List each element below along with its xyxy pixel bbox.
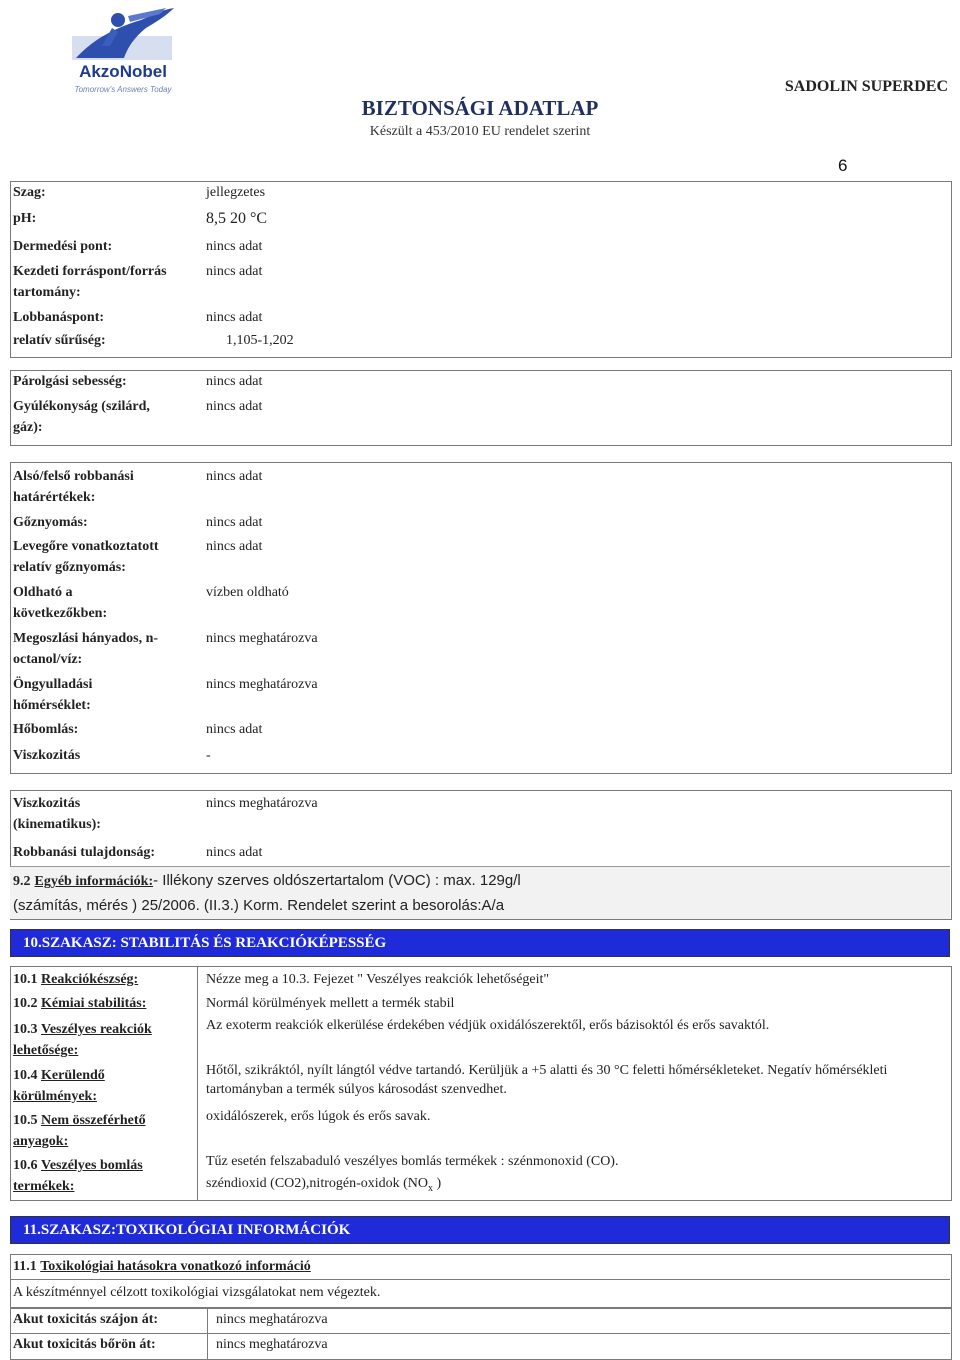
tox-link[interactable]: Toxikológiai hatásokra vonatkozó információ bbox=[40, 1259, 311, 1274]
other-info-link[interactable]: Egyéb információk: bbox=[34, 874, 154, 889]
stability-item-10-1-label bbox=[13, 970, 193, 991]
tox-row-label: Akut toxicitás szájon át: bbox=[13, 1312, 159, 1327]
property-value: 8,5 20 °C bbox=[206, 210, 268, 227]
property-value: nincs meghatározva bbox=[206, 796, 318, 811]
property-value: - bbox=[206, 748, 211, 763]
other-info-text-line1: - Illékony szerves oldószertartalom (VOC) : max. 129g/l bbox=[153, 872, 521, 889]
property-value: jellegzetes bbox=[206, 185, 266, 200]
tox-row-value: nincs meghatározva bbox=[216, 1312, 328, 1327]
property-label: Levegőre vonatkoztatott relatív gőznyomás: bbox=[13, 539, 159, 575]
item-link[interactable]: Nem összeférhető anyagok: bbox=[13, 1113, 146, 1149]
property-label: Gyúlékonyság (szilárd, gáz): bbox=[13, 399, 150, 435]
property-label: Viszkozitás bbox=[13, 748, 81, 763]
property-label: pH: bbox=[13, 211, 37, 226]
property-value: nincs adat bbox=[206, 539, 263, 554]
product-name: SADOLIN SUPERDEC bbox=[784, 78, 948, 95]
property-label: Öngyulladási hőmérséklet: bbox=[13, 677, 93, 713]
property-value: nincs meghatározva bbox=[206, 631, 318, 646]
stability-item-10-4-label bbox=[13, 1066, 153, 1107]
stability-item-10-5-value: oxidálószerek, erős lúgok és erős savak. bbox=[206, 1109, 431, 1124]
logo-brand: AkzoNobel bbox=[79, 62, 167, 81]
logo-tagline: Tomorrow's Answers Today bbox=[74, 85, 172, 94]
property-label: Viszkozitás (kinematikus): bbox=[13, 796, 101, 832]
item-link[interactable]: Kémiai stabilitás: bbox=[41, 996, 147, 1011]
value-text-end: ) bbox=[433, 1176, 442, 1191]
tox-subheader bbox=[13, 1257, 913, 1278]
section-10-header: 10.SZAKASZ: STABILITÁS ÉS REAKCIÓKÉPESSÉG bbox=[10, 929, 950, 957]
property-label: Megoszlási hányados, n-octanol/víz: bbox=[13, 631, 159, 667]
page-number: 6 bbox=[838, 156, 848, 175]
value-text: széndioxid (CO2),nitrogén-oxidok (NO bbox=[206, 1176, 429, 1191]
property-value: nincs adat bbox=[206, 469, 263, 484]
item-number: 10.6 bbox=[13, 1158, 38, 1173]
logo-figure-icon bbox=[66, 6, 180, 62]
item-link[interactable]: Veszélyes bomlás termékek: bbox=[13, 1158, 143, 1194]
tox-row-label: Akut toxicitás bőrön át: bbox=[13, 1337, 156, 1352]
stability-item-10-6-label bbox=[13, 1156, 173, 1197]
item-link[interactable]: Kerülendő körülmények: bbox=[13, 1068, 105, 1104]
property-value: 1,105-1,202 bbox=[226, 333, 294, 348]
item-number: 10.5 bbox=[13, 1113, 38, 1128]
stability-item-10-5-label bbox=[13, 1111, 173, 1152]
stability-item-10-6-value: Tűz esetén felszabaduló veszélyes bomlás termékek : szénmonoxid (CO). bbox=[206, 1154, 619, 1169]
item-link[interactable]: Reakciókészség: bbox=[41, 972, 139, 987]
stability-item-10-1-value: Nézze meg a 10.3. Fejezet " Veszélyes reakciók lehetőségeit" bbox=[206, 972, 550, 987]
property-label: Gőznyomás: bbox=[13, 515, 88, 530]
stability-item-10-3-label bbox=[13, 1020, 183, 1061]
property-label: relatív sűrűség: bbox=[13, 333, 106, 348]
document-subtitle: Készült a 453/2010 EU rendelet szerint bbox=[369, 124, 591, 139]
property-value: nincs adat bbox=[206, 845, 263, 860]
property-value: nincs adat bbox=[206, 310, 263, 325]
property-label: Kezdeti forráspont/forrás tartomány: bbox=[13, 264, 167, 300]
property-value: nincs adat bbox=[206, 515, 263, 530]
property-value: nincs adat bbox=[206, 239, 263, 254]
property-label: Párolgási sebesség: bbox=[13, 374, 127, 389]
other-info bbox=[13, 869, 943, 918]
item-number: 10.1 bbox=[13, 972, 38, 987]
document-title: BIZTONSÁGI ADATLAP bbox=[361, 96, 599, 120]
property-value: nincs adat bbox=[206, 722, 263, 737]
item-number: 10.4 bbox=[13, 1068, 38, 1083]
value-subscript: x bbox=[428, 1182, 434, 1194]
property-label: Szag: bbox=[13, 185, 46, 200]
property-value: nincs meghatározva bbox=[206, 677, 318, 692]
divider bbox=[10, 1279, 950, 1280]
stability-item-10-2-value: Normál körülmények mellett a termék stabil bbox=[206, 996, 455, 1011]
item-number: 10.3 bbox=[13, 1022, 38, 1037]
other-info-text-line2: (számítás, mérés ) 25/2006. (II.3.) Korm. Rendelet szerint a besorolás:A/a bbox=[13, 897, 505, 914]
property-label: Hőbomlás: bbox=[13, 722, 79, 737]
section-11-header: 11.SZAKASZ:TOXIKOLÓGIAI INFORMÁCIÓK bbox=[10, 1216, 950, 1244]
tox-row-value: nincs meghatározva bbox=[216, 1337, 328, 1352]
property-value: nincs adat bbox=[206, 264, 263, 279]
property-value: nincs adat bbox=[206, 374, 263, 389]
property-label: Alsó/felső robbanási határértékek: bbox=[13, 469, 134, 505]
stability-item-10-3-value: Az exoterm reakciók elkerülése érdekében védjük oxidálószerektől, erős bázisoktól és erős savaktól. bbox=[206, 1018, 770, 1033]
other-info-number: 9.2 bbox=[13, 874, 31, 889]
property-value: vízben oldható bbox=[206, 585, 289, 600]
item-link[interactable]: Veszélyes reakciók lehetősége: bbox=[13, 1022, 152, 1058]
divider bbox=[10, 1333, 950, 1334]
akzonobel-logo bbox=[58, 6, 188, 92]
stability-item-10-6-value-2 bbox=[206, 1174, 946, 1199]
stability-item-10-4-value: Hőtől, szikráktól, nyílt lángtól védve tartandó. Kerüljük a +5 alatti és 30 °C feletti hőmérsékleteket. Negatív hőmérsékleti tartományban a termék súlyos károsodást szenvedhet. bbox=[206, 1063, 888, 1097]
property-label: Lobbanáspont: bbox=[13, 310, 105, 325]
property-value: nincs adat bbox=[206, 399, 263, 414]
tox-number: 11.1 bbox=[13, 1259, 37, 1274]
property-label: Oldható a következőkben: bbox=[13, 585, 108, 621]
item-number: 10.2 bbox=[13, 996, 38, 1011]
property-label: Dermedési pont: bbox=[13, 239, 113, 254]
tox-note: A készítménnyel célzott toxikológiai vizsgálatokat nem végeztek. bbox=[13, 1285, 381, 1300]
property-label: Robbanási tulajdonság: bbox=[13, 845, 155, 860]
stability-item-10-2-label bbox=[13, 994, 193, 1015]
